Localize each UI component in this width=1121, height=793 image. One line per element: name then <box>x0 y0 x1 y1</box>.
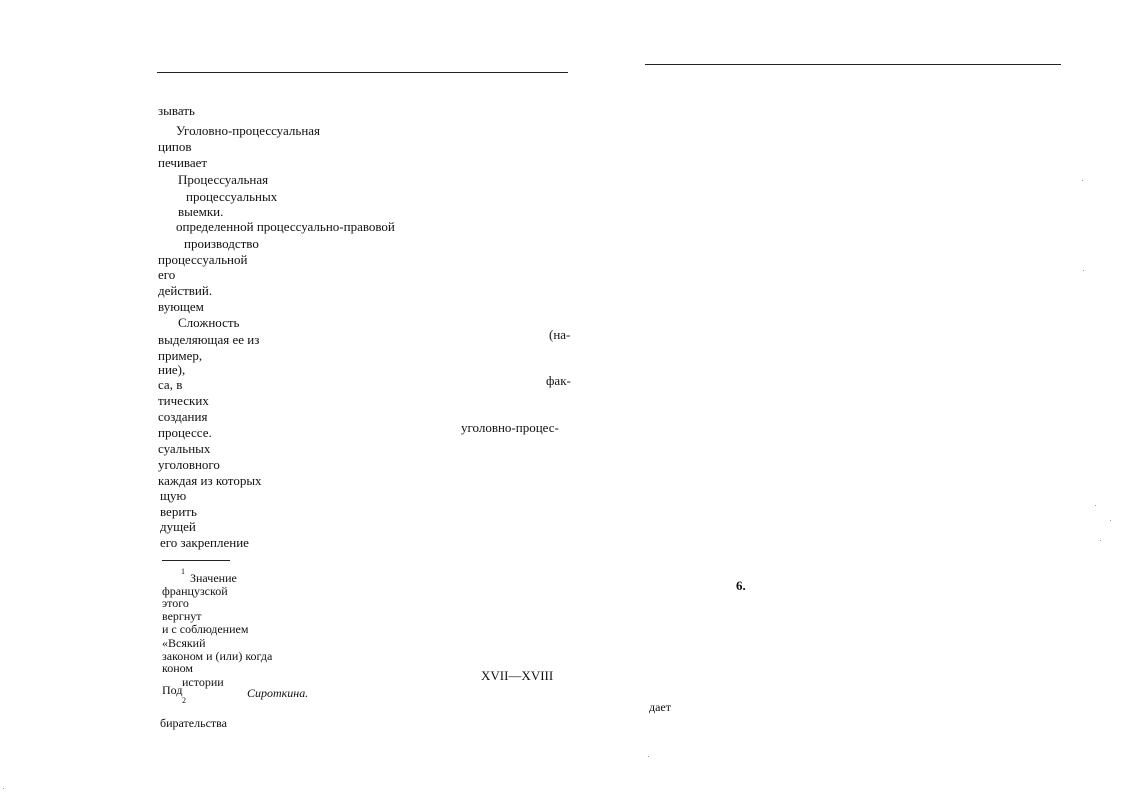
text-fragment: уголовно-процес- <box>461 420 559 435</box>
text-line: пример, <box>158 348 203 363</box>
text-line: печивает <box>158 155 208 170</box>
text-line: зывать <box>158 103 195 118</box>
footnote-line: законом и (или) когда <box>162 649 273 663</box>
footnote-marker-1: 1 <box>181 567 185 576</box>
text-line: производство <box>184 236 259 251</box>
footnote-line: коном <box>162 661 194 675</box>
text-line: процессуальных <box>186 189 278 204</box>
text-line: вующем <box>158 299 204 314</box>
text-line: уголовного <box>158 457 220 472</box>
text-fragment: дает <box>649 700 672 714</box>
scan-speck <box>1083 270 1084 271</box>
text-line: каждая из которых <box>158 473 262 488</box>
text-line: ципов <box>158 139 192 154</box>
text-line: Уголовно-процессуальная <box>176 123 321 138</box>
text-line: создания <box>158 409 208 424</box>
text-line: щую <box>160 488 187 503</box>
text-line: тических <box>158 393 209 408</box>
text-line: выделяющая ее из <box>158 332 260 347</box>
text-fragment: фак- <box>546 373 571 388</box>
text-line: процессуальной <box>158 252 248 267</box>
text-line: его <box>158 267 176 282</box>
left-top-rule <box>157 72 568 73</box>
text-line: дущей <box>160 519 196 534</box>
footnote-author: Сироткина. <box>247 686 309 700</box>
footnote-marker-2: 2 <box>182 696 186 705</box>
page-number: 6. <box>736 578 746 593</box>
scan-speck <box>1110 520 1111 521</box>
scan-speck <box>1082 180 1083 181</box>
footnote-centuries: XVII—XVIII <box>481 668 554 683</box>
text-fragment: (на- <box>549 327 571 342</box>
footnote-line: Значение <box>190 571 237 585</box>
text-line: са, в <box>158 377 183 392</box>
text-line: его закрепление <box>160 535 249 550</box>
footnote-line: этого <box>162 596 189 610</box>
text-line: верить <box>160 504 197 519</box>
scan-speck <box>648 756 649 757</box>
footnote-line: французской <box>162 584 228 598</box>
text-line: определенной процессуально-правовой <box>176 219 395 234</box>
scan-speck <box>3 788 4 789</box>
footnote-line: истории <box>182 675 224 689</box>
text-line: ние), <box>158 362 186 377</box>
footnote-line: «Всякий <box>162 636 206 650</box>
footnote-separator <box>162 560 230 561</box>
scan-speck <box>1095 505 1096 506</box>
text-line: действий. <box>158 283 213 298</box>
footnote-line: вергнут <box>162 609 202 623</box>
right-top-rule <box>645 64 1061 65</box>
scan-speck <box>1100 540 1101 541</box>
text-line: Процессуальная <box>178 172 269 187</box>
footnote-line: и с соблюдением <box>162 622 249 636</box>
text-line: процессе. <box>158 425 212 440</box>
text-line: Сложность <box>178 315 240 330</box>
footnote-line: бирательства <box>160 716 227 730</box>
footnote-line: Под <box>162 683 183 697</box>
text-line: выемки. <box>178 204 224 219</box>
text-line: суальных <box>158 441 211 456</box>
